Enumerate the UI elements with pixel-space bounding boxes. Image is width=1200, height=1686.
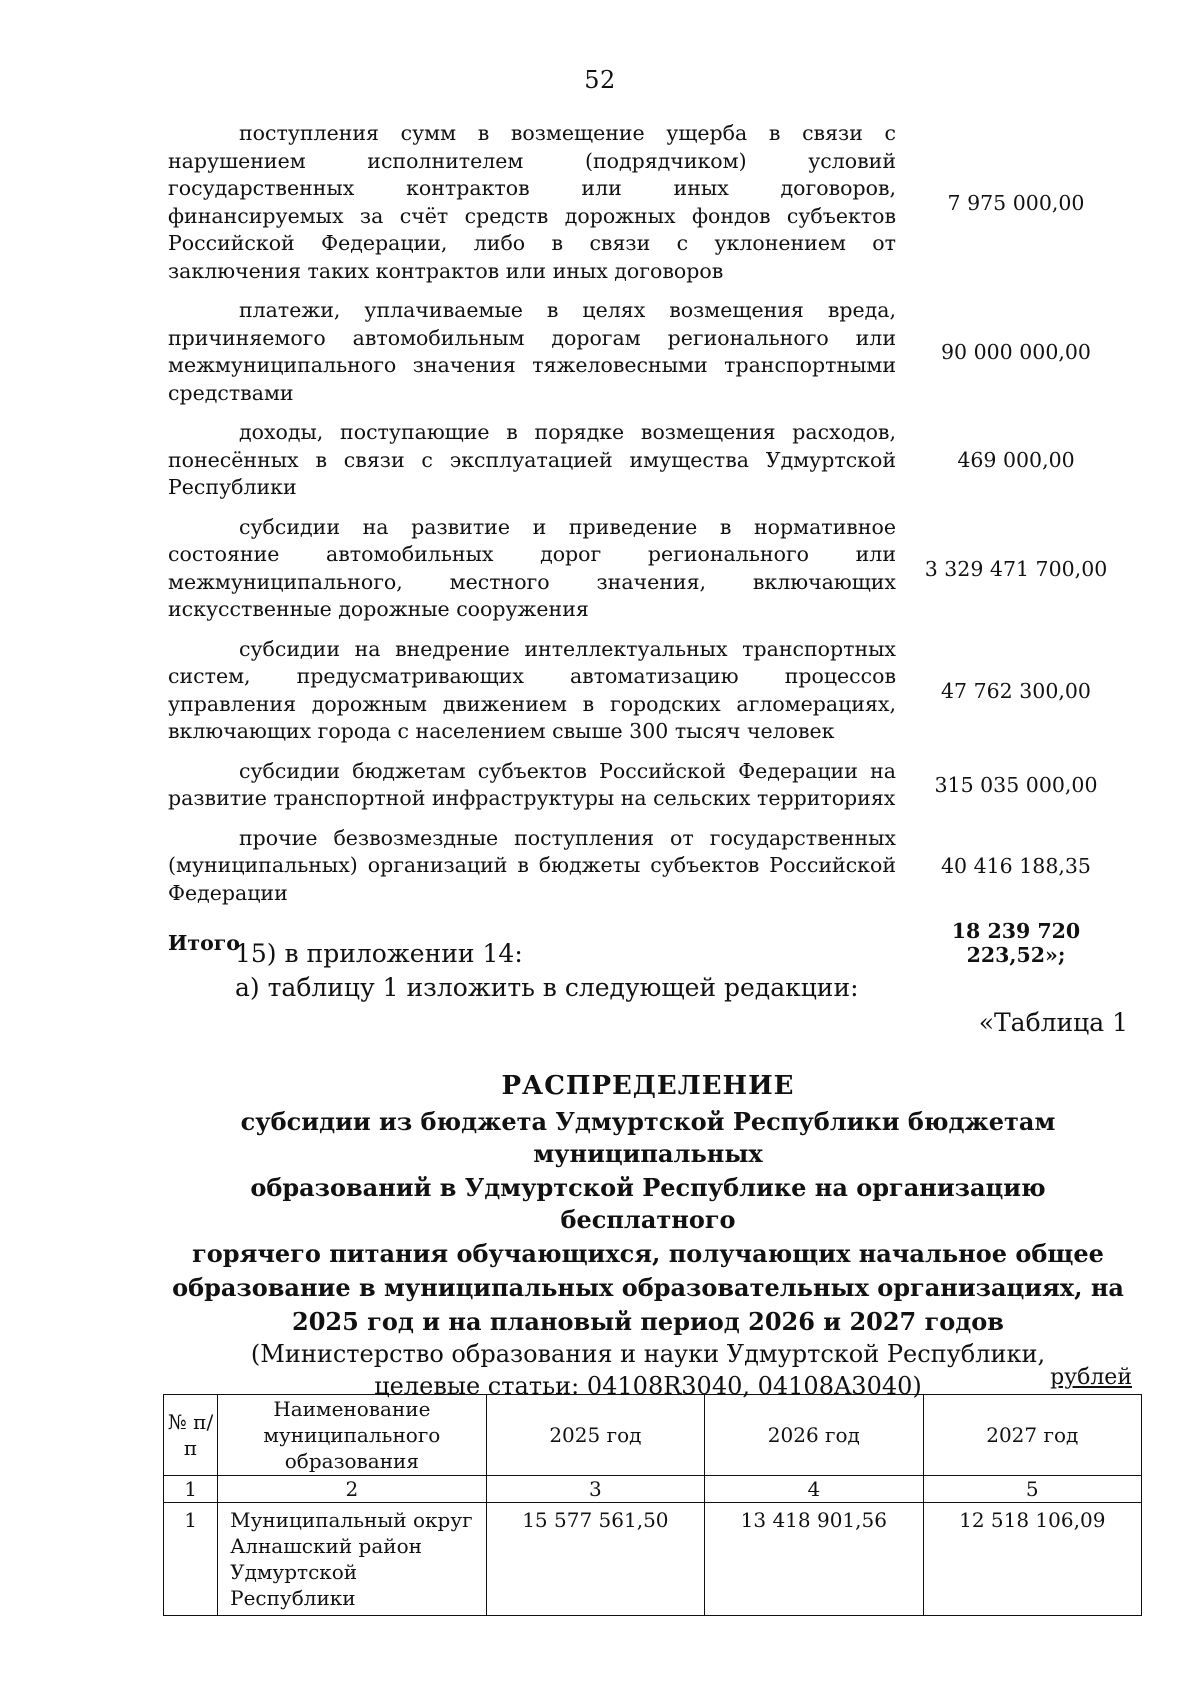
income-amount: 3 329 471 700,00 [924,556,1108,581]
table-row [164,1503,1142,1616]
table-reference: «Таблица 1 [978,1008,1128,1037]
distribution-table [163,1394,1142,1616]
total-amount: 18 239 720 223,52»; [951,919,1081,967]
value-2027: 12 518 106,09 [923,1503,1141,1616]
income-amount: 40 416 188,35 [941,853,1091,878]
heading-title: РАСПРЕДЕЛЕНИЕ [501,1071,795,1101]
income-amount: 7 975 000,00 [947,190,1085,215]
table-instruction: а) таблицу 1 изложить в следующей редакции: [235,973,859,1002]
income-row [168,758,1128,813]
column-number: 4 [705,1476,923,1503]
income-description: доходы, поступающие в порядке возмещения расходов, понесённых в связи с эксплуатацией имущества Удмуртской Республики [168,420,896,499]
income-row [168,514,1128,624]
heading-subtitle-line: образование в муниципальных образовательных организациях, на [172,1273,1124,1302]
heading-subtitle-line: горячего питания обучающихся, получающих начальное общее [192,1239,1104,1268]
income-row [168,636,1128,746]
row-number: 1 [164,1503,218,1616]
header-2025: 2025 год [486,1395,704,1476]
heading-note-line: целевые статьи: 04108R3040, 04108A3040) [374,1372,922,1400]
income-amount: 315 035 000,00 [934,773,1098,797]
value-2025: 15 577 561,50 [486,1503,704,1616]
income-row [168,297,1128,407]
distribution-heading [168,1068,1128,1402]
heading-note-line: (Министерство образования и науки Удмуртской Республики, [250,1340,1046,1368]
income-description: поступления сумм в возмещение ущерба в связи с нарушением исполнителем (подрядчиком) условий государственных контрактов или иных договоров, финансируемых за счёт средств дорожных фондов субъектов Российской Федерации, либо в связи с уклонением от заключения таких контрактов или иных договоров [168,121,896,283]
income-description: платежи, уплачиваемые в целях возмещения вреда, причиняемого автомобильным дорогам регионального или межмуниципального значения тяжеловесными транспортными средствами [168,298,896,405]
column-number: 2 [218,1476,487,1503]
header-2026: 2026 год [705,1395,923,1476]
column-number-row [164,1476,1142,1503]
heading-subtitle-line: образований в Удмуртской Республике на организацию бесплатного [250,1173,1046,1234]
income-row [168,419,1128,502]
column-number: 1 [164,1476,218,1503]
income-amount: 469 000,00 [957,448,1075,473]
income-row [168,825,1128,908]
column-number: 3 [486,1476,704,1503]
column-number: 5 [923,1476,1141,1503]
table-header-row [164,1395,1142,1476]
income-amount: 90 000 000,00 [941,340,1091,364]
header-2027: 2027 год [923,1395,1141,1476]
income-list [168,120,1128,967]
heading-subtitle-line: субсидии из бюджета Удмуртской Республики бюджетам муниципальных [240,1107,1056,1168]
income-description: прочие безвозмездные поступления от государственных (муниципальных) организаций в бюджеты субъектов Российской Федерации [168,825,896,905]
value-2026: 13 418 901,56 [705,1503,923,1616]
income-row [168,120,1128,285]
income-description: субсидии бюджетам субъектов Российской Федерации на развитие транспортной инфраструктуры на сельских территориях [168,758,896,810]
income-amount: 47 762 300,00 [941,678,1091,703]
total-label: Итого [168,931,240,955]
page-number: 52 [584,66,616,94]
header-num: № п/п [164,1395,218,1476]
units-label: рублей [1050,1365,1132,1390]
header-name: Наименование муниципального образования [218,1395,487,1476]
income-description: субсидии на развитие и приведение в нормативное состояние автомобильных дорог регионального или межмуниципального, местного значения, включающих искусственные дорожные сооружения [168,514,896,621]
heading-subtitle-line: 2025 год и на плановый период 2026 и 2027 годов [292,1307,1004,1336]
income-description: субсидии на внедрение интеллектуальных транспортных систем, предусматривающих автоматизацию процессов управления дорожным движением в городских агломерациях, включающих города с населением свыше 300 тысяч человек [168,636,896,743]
appendix-instruction: 15) в приложении 14: [235,939,523,968]
municipality-name: Муниципальный округ Алнашский район Удмуртской Республики [218,1503,487,1616]
